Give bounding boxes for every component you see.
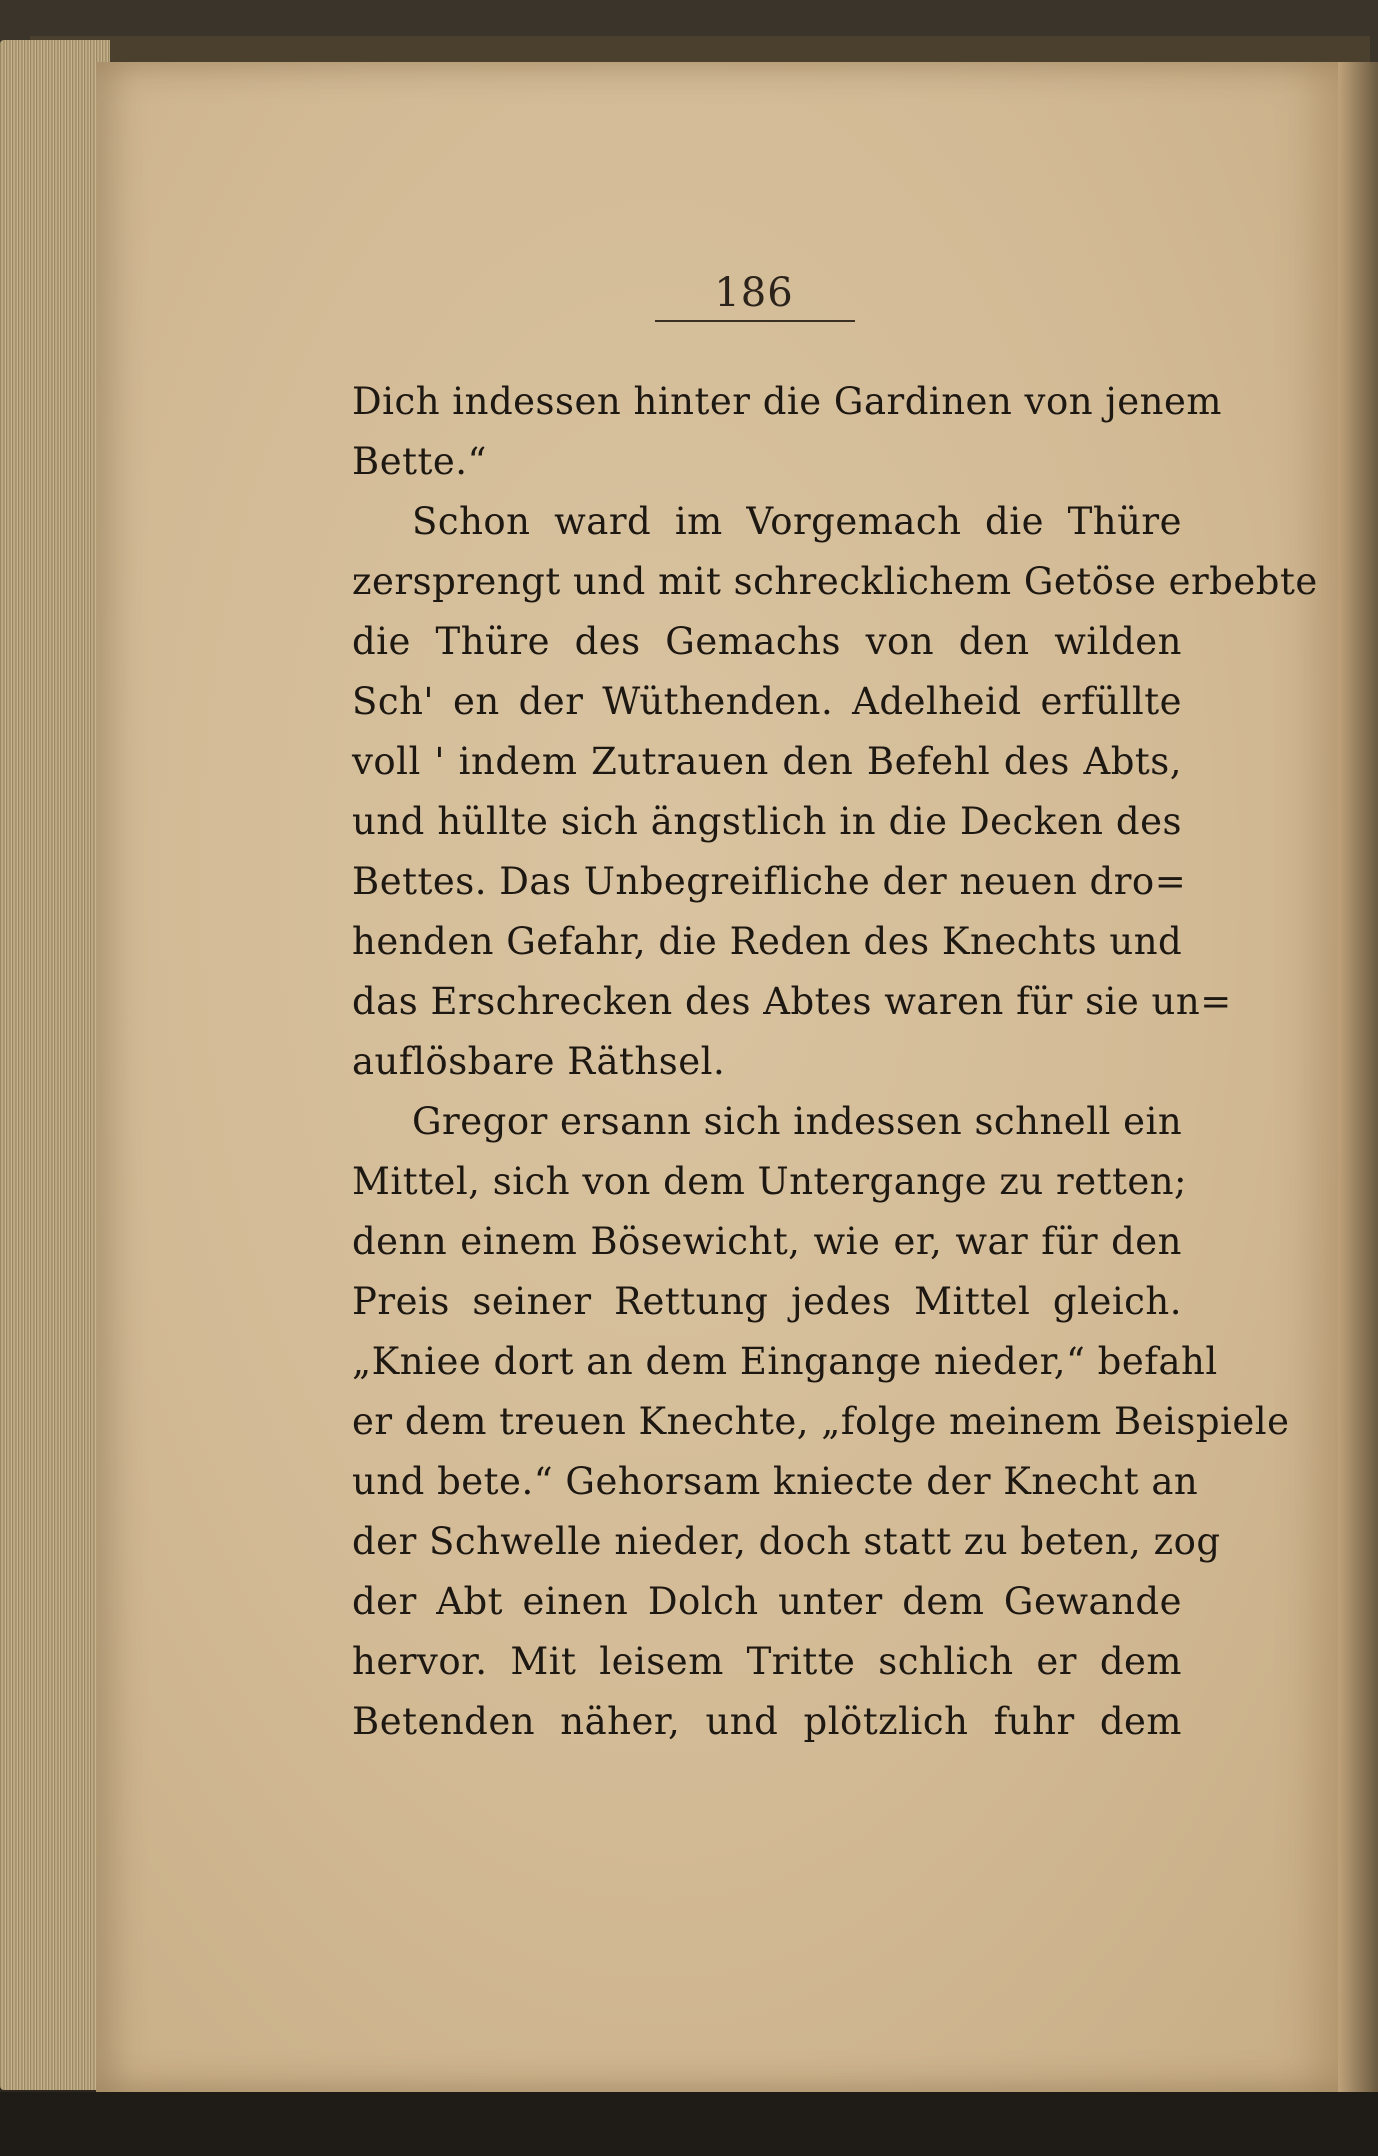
- text-line: der Abt einen Dolch unter dem Gewande: [352, 1580, 1182, 1623]
- text-line: und bete.“ Gehorsam kniecte der Knecht an: [352, 1460, 1199, 1503]
- text-line: „Kniee dort an dem Eingange nieder,“ befahl: [352, 1340, 1218, 1383]
- text-line: Schon ward im Vorgemach die Thüre: [412, 500, 1182, 543]
- text-line: der Schwelle nieder, doch statt zu beten, zog: [352, 1520, 1221, 1563]
- body-text: [352, 372, 1318, 1752]
- text-line: Bettes. Das Unbegreifliche der neuen dro=: [352, 860, 1187, 903]
- book-gutter: [1338, 62, 1378, 2092]
- text-line: die Thüre des Gemachs von den wilden: [352, 620, 1182, 663]
- text-line: Bette.“: [352, 440, 487, 483]
- text-line: das Erschrecken des Abtes waren für sie un=: [352, 980, 1232, 1023]
- page-edge-stack: [0, 40, 110, 2090]
- text-line: er dem treuen Knechte, „folge meinem Beispiele: [352, 1400, 1290, 1443]
- text-line: Betenden näher, und plötzlich fuhr dem: [352, 1700, 1182, 1743]
- text-line: und hüllte sich ängstlich in die Decken des: [352, 800, 1182, 843]
- scan-bottom-band: [0, 2092, 1378, 2156]
- text-line: denn einem Bösewicht, wie er, war für den: [352, 1220, 1182, 1263]
- text-line: zersprengt und mit schrecklichem Getöse erbebte: [352, 560, 1318, 603]
- text-line: voll ' indem Zutrauen den Befehl des Abts,: [352, 740, 1182, 783]
- text-line: hervor. Mit leisem Tritte schlich er dem: [352, 1640, 1182, 1683]
- page-number-rule: [655, 320, 855, 322]
- text-line: Sch' en der Wüthenden. Adelheid erfüllte: [352, 680, 1182, 723]
- text-line: Gregor ersann sich indessen schnell ein: [412, 1100, 1183, 1143]
- page-number: 186: [714, 270, 794, 316]
- text-line: henden Gefahr, die Reden des Knechts und: [352, 920, 1183, 963]
- text-line: Mittel, sich von dem Untergange zu retten;: [352, 1160, 1188, 1203]
- text-line: Dich indessen hinter die Gardinen von jenem: [352, 380, 1222, 423]
- text-line: auflösbare Räthsel.: [352, 1040, 726, 1083]
- text-line: Preis seiner Rettung jedes Mittel gleich.: [352, 1280, 1182, 1323]
